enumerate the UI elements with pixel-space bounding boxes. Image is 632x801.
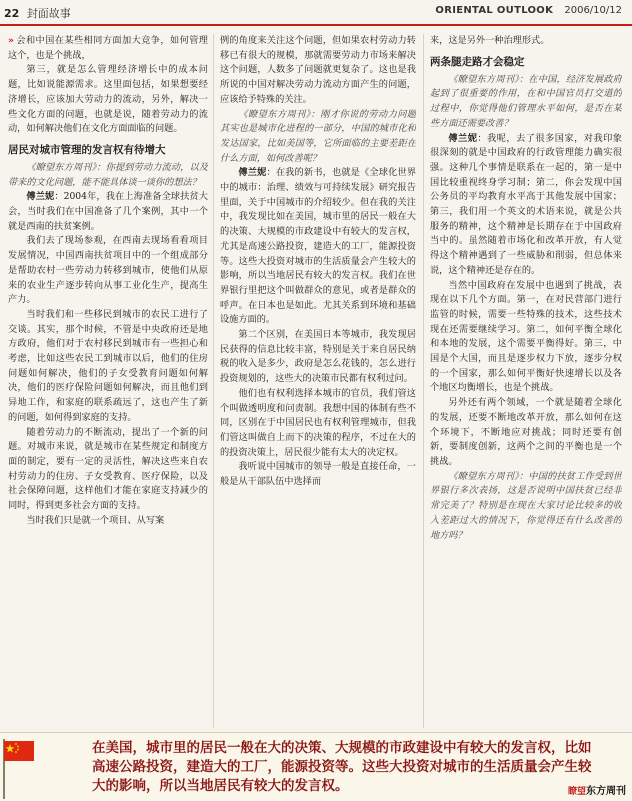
paragraph — [8, 34, 208, 63]
paragraph: 我听说中国城市的领导一般是直接任命，一般是从干部队伍中选择而 — [220, 461, 416, 488]
paragraph: 来，这是另外一种治理形式。 — [430, 35, 550, 46]
paragraph-text: 会和中国在某些相同方面加大竞争，如何管理这个，也是个挑战， — [8, 35, 208, 61]
interview-question: 《瞭望东方周刊》：刚才你说的劳动力问题其实也是城市化进程的一部分，中国的城市化和发达国家，比如美国等，它所面临的主要差距在什么方面，如何改善呢？ — [220, 108, 416, 164]
page-header — [0, 0, 632, 26]
interview-answer — [430, 132, 622, 279]
interview-question: 《瞭望东方周刊》：中国的扶贫工作受到世界银行多次表扬，这是否说明中国扶贫已经非常完美了？特别是在现在大家讨论比较多的收入差距过大的情况下，你觉得还有什么改善的地方吗？ — [430, 470, 622, 541]
interview-answer — [220, 166, 416, 328]
answer-text: ：我呢，去了很多国家，对我印象很深刻的就是中国政府的行政管理能力确实很强。这种几个事情是联系在一起的，第一是中国比较重视终身学习制；第二，你会发现中国公务员的平均教育水平高于其他发展中国家；第三，我们用一个英文的术语来说，就是公共服务的精神，这个精神是长期存在于中国政府当中的。虽然随着市场化和改革开放，有人觉得这个精神遇到了一些威胁和削弱，但总体来说，这个精神还是存在的。 — [430, 132, 622, 276]
issue-date: 2006/10/12 — [564, 5, 622, 16]
paragraph: 例的角度来关注这个问题，但如果农村劳动力转移已有很大的规模，那就需要劳动力市场来解决这个问题，人数多了问题就更复杂了。这也是我所说的中国对解决劳动力流动方面产生的问题，应该给予特殊的关注。 — [220, 35, 416, 105]
answer-text: ：2004年，我在上海准备全球扶贫大会，当时我们在中国准备了几个案例，其中一个就是西南的扶贫案例。 — [8, 191, 208, 232]
paragraph: 随着劳动力的不断流动，提出了一个新的问题。对城市来说，就是城市在某些规定和制度方面的制定，要有一定的灵活性，解决这些来自农村劳动力的住房、子女受教育、医疗保险，以及社会保障问题，这样他们才能在家庭支持减少的同时，得到更多社会方面的支持。 — [8, 426, 208, 512]
pull-quote-text: 在美国，城市里的居民一般在大的决策、大规模的市政建设中有较大的发言权，比如高速公路投资，建造大的工厂，能源投资等。这些大投资对城市的生活质量会产生较大的影响，所以当地居民有较大的发言权。 — [92, 740, 592, 794]
paragraph: 我们去了现场参观，在西南去现场看看项目发展情况，中国西南扶贫项目中的一个组成部分是帮助农村一些劳动力转移到城市，使他们从原来的农业生产逐步转向从事工业化生产，提高生产力。 — [8, 235, 208, 306]
paragraph: 第三，就是怎么管理经济增长中的成本问题，比如说能源需求。这里面包括，如果想要经济增长，应该加大劳动力的流动，另外，解决一些文化方面的问题，也就是说，随着劳动力的流动，如何解决他们在文化方面面临的问题。 — [8, 64, 208, 135]
interview-question: 《瞭望东方周刊》：在中国，经济发展政府起到了很重要的作用，在和中国官员打交道的过程中，你觉得他们管理水平如何，是否在某些方面还需要改善？ — [430, 73, 622, 129]
column-divider — [423, 34, 424, 728]
pull-quote-banner — [0, 732, 632, 801]
section-heading: 两条腿走路才会稳定 — [430, 55, 525, 68]
logo-line-2: 东方周刊 — [586, 786, 626, 797]
section-heading: 居民对城市管理的发言权有待增大 — [8, 143, 166, 156]
china-flag-icon — [4, 741, 34, 761]
magazine-logo — [568, 782, 626, 797]
page-number: 22 — [4, 7, 20, 20]
article-column-2 — [220, 34, 416, 728]
article-column-3 — [430, 34, 622, 728]
column-divider — [213, 34, 214, 728]
paragraph: 当时我们只是就一个项目、从写案 — [26, 514, 165, 526]
continue-arrow-icon: » — [8, 35, 14, 46]
speaker-name: 傅兰妮 — [448, 132, 478, 144]
speaker-name: 傅兰妮 — [238, 167, 267, 179]
paragraph: 当然中国政府在发展中也遇到了挑战，表现在以下几个方面。第一，在对民营部门进行监管的时候，需要一些特殊的技术，这些技术现在还需要继续学习。第二，如何平衡全球化和本地的发展，这个需要平衡得好。第三，中国是个大国，而且是逐步权力下放，逐步分权的一个国家，那么如何平衡好快速增长以及各个地区均衡增长，也是个挑战。 — [430, 279, 622, 394]
header-left — [4, 5, 71, 21]
interview-question: 《瞭望东方周刊》：你提到劳动力流动，以及带来的文化问题，能不能具体谈一谈你的想法？ — [8, 161, 208, 188]
paragraph: 第二个区别，在美国日本等城市，我发现居民获得的信息比较丰富，特别是关于来自居民纳税的收入是多少，政府是怎么花钱的，怎么进行投资规划的，这些大的决策市民都有权利过问。 — [220, 329, 416, 385]
paragraph: 他们也有权利选择本城市的官员，我们管这个叫做透明度和问责制。我想中国的体制有些不同，区别在于中国居民也有权利管理城市，但我们管这叫做自上而下的决策的程序，不过在大的的投资决策上，居民很少能有太大的决定权。 — [220, 387, 416, 458]
speaker-name: 傅兰妮 — [26, 191, 55, 203]
paragraph: 当时我们和一些移民到城市的农民工进行了交谈。其实，那个时候，不管是中央政府还是地方政府，他们对于农村移民到城市有一些担心和考虑，比如这些农民工到城市以后，他们的住房问题如何解决，他们的子女受教育问题如何解决，他们的医疗保险问题如何解决，而且他们到异地工作，和家庭的联系疏远了，这也产生了新的问题，如何得到家庭的支持。 — [8, 308, 208, 423]
interview-answer — [8, 190, 208, 234]
logo-line-1: 瞭望 — [567, 787, 586, 797]
magazine-name: ORIENTAL OUTLOOK — [435, 5, 554, 16]
answer-text: ：在我的新书，也就是《全球化世界中的城市：治理、绩效与可持续发展》研究报告里面，关于中国城市的介绍较少。但在我的关注中，我发现比如在美国，城市里的居民一般在大的决策、大规模的市政建设中有较大的发言权，尤其是高速公路投资，建造大的工厂，能源投资等。这些大投资对城市的生活质量会产生较大的影响，所以当地居民有较大的发言权。我们在世界银行里把这个叫做群众的意见，或者是群众的呼声。在日本也是如此。尤其关系到环境和基础设施方面的。 — [220, 167, 416, 326]
header-rule — [0, 24, 632, 26]
section-title: 封面故事 — [26, 7, 71, 20]
paragraph: 另外还有两个领域，一个就是随着全球化的发展，还要不断地改革开放，那么如何在这个环境下，不断地应对挑战；同时还要有创新，要制度创新，这两个之间的平衡也是一个挑战。 — [430, 397, 622, 467]
article-column-1 — [8, 34, 208, 728]
header-right — [435, 5, 622, 16]
